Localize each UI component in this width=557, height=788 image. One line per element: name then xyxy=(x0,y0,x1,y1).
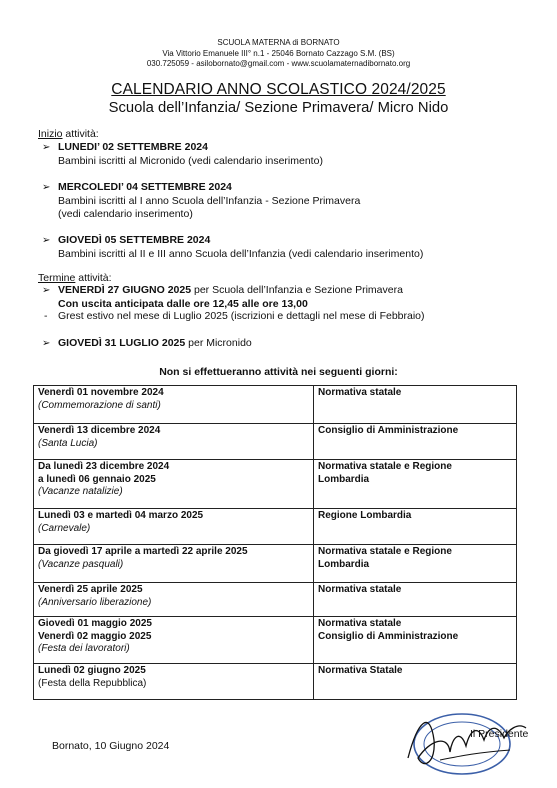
table-row xyxy=(34,424,517,460)
table-row xyxy=(34,664,517,700)
termine-item-2: ➢ GIOVEDÌ 31 LUGLIO 2025 per Micronido xyxy=(42,337,252,349)
title-sub: Scuola dell’Infanzia/ Sezione Primavera/ Micro Nido xyxy=(108,100,449,116)
document-title xyxy=(0,81,557,116)
school-address: Via Vittorio Emanuele III° n.1 - 25046 Bornato Cazzago S.M. (BS) xyxy=(162,48,395,58)
table-row xyxy=(34,386,517,424)
table-cell-authority: Normativa statale Consiglio di Amministrazione xyxy=(314,617,517,664)
table-cell-authority: Normativa statale e Regione Lombardia xyxy=(314,545,517,583)
table-row xyxy=(34,583,517,617)
table-cell-authority: Consiglio di Amministrazione xyxy=(314,424,517,460)
inizio-item-2: ➢ MERCOLEDI’ 04 SETTEMBRE 2024 Bambini iscritti al I anno Scuola dell’Infanzia - Sezione Primavera (vedi calendario inserimento) xyxy=(42,181,361,220)
table-row xyxy=(34,617,517,664)
closures-table xyxy=(33,385,517,700)
table-cell-date: Venerdì 25 aprile 2025 (Anniversario liberazione) xyxy=(34,583,314,617)
table-cell-date: Giovedì 01 maggio 2025 Venerdì 02 maggio 2025 (Festa dei lavoratori) xyxy=(34,617,314,664)
table-cell-date: Venerdì 01 novembre 2024 (Commemorazione di santi) xyxy=(34,386,314,424)
termine-label: Termine attività: xyxy=(38,272,112,284)
table-row xyxy=(34,509,517,545)
table-cell-date: Da lunedì 23 dicembre 2024 a lunedì 06 gennaio 2025 (Vacanze natalizie) xyxy=(34,460,314,509)
arrow-bullet-icon: ➢ xyxy=(42,338,51,349)
closures-notice: Non si effettueranno attività nei seguenti giorni: xyxy=(159,366,398,378)
table-cell-authority: Regione Lombardia xyxy=(314,509,517,545)
table-cell-date: Da giovedì 17 aprile a martedì 22 aprile 2025 (Vacanze pasquali) xyxy=(34,545,314,583)
inizio-label: Inizio attività: xyxy=(38,128,99,140)
arrow-bullet-icon: ➢ xyxy=(42,142,51,153)
arrow-bullet-icon: ➢ xyxy=(42,285,51,296)
termine-grest: - Grest estivo nel mese di Luglio 2025 (iscrizioni e dettagli nel mese di Febbraio) xyxy=(44,310,425,322)
dash-bullet: - xyxy=(44,310,48,322)
document-date: Bornato, 10 Giugno 2024 xyxy=(52,740,170,752)
school-contacts: 030.725059 - asilobornato@gmail.com - www.scuolamaternadibornato.org xyxy=(146,59,411,68)
letterhead xyxy=(0,38,557,70)
termine-item-1: ➢ VENERDÌ 27 GIUGNO 2025 per Scuola dell’Infanzia e Sezione Primavera Con uscita anticipata dalle ore 12,45 alle ore 13,00 xyxy=(42,284,403,310)
signature-stamp-icon xyxy=(400,700,540,782)
table-row xyxy=(34,545,517,583)
table-cell-authority: Normativa statale e Regione Lombardia xyxy=(314,460,517,509)
inizio-item-3: ➢ GIOVEDÌ 05 SETTEMBRE 2024 Bambini iscritti al II e III anno Scuola dell’Infanzia (vedi calendario inserimento) xyxy=(42,234,424,260)
inizio-item-1: ➢ LUNEDI’ 02 SETTEMBRE 2024 Bambini iscritti al Micronido (vedi calendario inserimento) xyxy=(42,141,323,167)
table-cell-date: Lunedì 02 giugno 2025 (Festa della Repubblica) xyxy=(34,664,314,700)
table-cell-authority: Normativa Statale xyxy=(314,664,517,700)
arrow-bullet-icon: ➢ xyxy=(42,182,51,193)
signer-title: Il Presidente xyxy=(470,728,529,740)
title-main: CALENDARIO ANNO SCOLASTICO 2024/2025 xyxy=(111,81,446,98)
table-cell-authority: Normativa statale xyxy=(314,386,517,424)
table-cell-date: Venerdì 13 dicembre 2024 (Santa Lucia) xyxy=(34,424,314,460)
table-row xyxy=(34,460,517,509)
arrow-bullet-icon: ➢ xyxy=(42,235,51,246)
school-name: SCUOLA MATERNA di BORNATO xyxy=(217,38,340,47)
table-cell-authority: Normativa statale xyxy=(314,583,517,617)
table-cell-date: Lunedì 03 e martedì 04 marzo 2025 (Carnevale) xyxy=(34,509,314,545)
